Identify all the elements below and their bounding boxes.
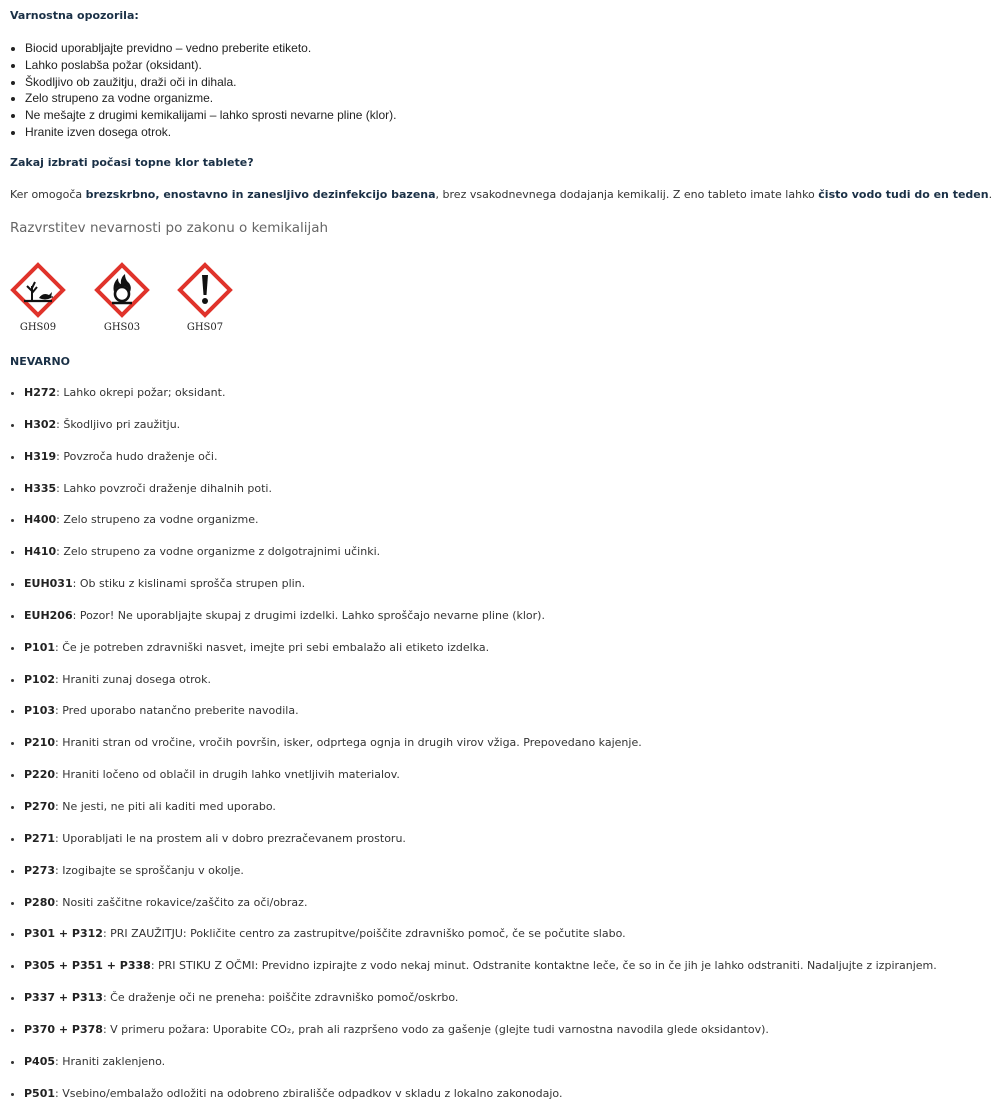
list-item: • Škodljivo ob zaužitju, draži oči in dihala. [25,74,396,91]
statement-text: : Uporabljati le na prostem ali v dobro prezračevanem prostoru. [55,831,406,845]
statement-code: P405 [24,1054,56,1068]
statement-code: P220 [24,768,56,782]
pictogram-code: GHS03 [103,322,141,333]
pictogram-code: GHS07 [186,322,224,333]
list-item: • Hranite izven dosega otrok. [25,124,396,141]
statement-text: : PRI STIKU Z OČMI: Previdno izpirajte z vodo nekaj minut. Odstranite kontaktne leče, če so in če jih je lahko odstraniti. Nadaljujte z izpiranjem. [150,959,937,973]
statement-code: P273 [24,863,56,877]
statement-text: : Pred uporabo natančno preberite navodila. [55,704,299,718]
list-item [24,672,937,704]
list-item [24,1054,937,1086]
statement-text: : Ob stiku z kislinami sprošča strupen plin. [72,577,306,591]
list-item: • Zelo strupeno za vodne organizme. [25,90,396,107]
statement-text: : Vsebino/embalažo odložiti na odobreno zbirališče odpadkov v skladu z lokalno zakonodajo. [55,1086,563,1100]
statement-text: : Nositi zaščitne rokavice/zaščito za oči/obraz. [55,895,308,909]
statement-text: : Zelo strupeno za vodne organizme z dolgotrajnimi učinki. [56,545,381,559]
safety-warnings-heading: Varnostna opozorila: [10,9,139,22]
statement-text: : Izogibajte se sproščanju v okolje. [55,863,244,877]
ghs03-pictogram [94,262,150,333]
list-item [24,863,937,895]
statement-text: : Škodljivo pri zaužitju. [56,417,181,431]
list-item [24,417,937,449]
ghs07-pictogram [177,262,233,333]
list-item [24,512,937,544]
statement-code: P210 [24,736,56,750]
statement-text: : Hraniti zunaj dosega otrok. [55,672,212,686]
statement-text: : Če draženje oči ne preneha: poiščite zdravniško pomoč/oskrbo. [102,991,459,1005]
list-item [24,895,937,927]
why-text-part: , brez vsakodnevnega dodajanja kemikalij. Z eno tableto imate lahko [435,188,819,201]
list-item [24,449,937,481]
list-item [24,640,937,672]
statement-text: : Ne jesti, ne piti ali kaditi med uporabo. [55,799,276,813]
list-item [24,1086,937,1117]
statement-text: : PRI ZAUŽITJU: Pokličite centro za zastrupitve/poiščite zdravniško pomoč, če se počutite slabo. [102,927,626,941]
list-item: • Ne mešajte z drugimi kemikalijami – lahko sprosti nevarne pline (klor). [25,107,396,124]
statement-text: : Hraniti stran od vročine, vročih površin, isker, odprtega ognja in drugih virov vžiga. Prepovedano kajenje. [55,736,642,750]
statement-code: P301 + P312 [24,927,103,941]
list-item [24,799,937,831]
flame-over-circle-icon [94,262,150,318]
ghs09-pictogram [10,262,66,333]
list-item [24,385,937,417]
statement-code: P337 + P313 [24,991,103,1005]
list-item: • Lahko poslabša požar (oksidant). [25,57,396,74]
why-text-bold: brezskrbno, enostavno in zanesljivo dezinfekcijo bazena [85,188,436,201]
list-item [24,703,937,735]
list-item [24,544,937,576]
list-item [24,481,937,513]
statement-code: P103 [24,704,56,718]
statement-text: : Pozor! Ne uporabljajte skupaj z drugimi izdelki. Lahko sproščajo nevarne pline (klor). [72,608,545,622]
list-item [24,767,937,799]
pictogram-code: GHS09 [19,322,57,333]
list-item [24,608,937,640]
statement-code: P370 + P378 [24,1022,103,1036]
statement-text: : Lahko okrepi požar; oksidant. [56,386,226,399]
statement-code: EUH031 [24,577,73,591]
statement-text: : Lahko povzroči draženje dihalnih poti. [56,481,272,495]
list-item [24,735,937,767]
statement-code: H335 [24,481,57,495]
statement-text: : Hraniti zaklenjeno. [55,1054,166,1068]
list-item [24,1022,937,1054]
statement-code: H302 [24,417,57,431]
signal-word: NEVARNO [10,355,71,368]
environment-icon [10,262,66,318]
statement-code: P102 [24,672,56,686]
exclamation-icon [177,262,233,318]
hazard-classification-heading: Razvrstitev nevarnosti po zakonu o kemikalijah [10,220,329,236]
statement-code: P271 [24,831,56,845]
statement-code: EUH206 [24,608,73,622]
statement-code: P101 [24,640,56,654]
why-text-bold: čisto vodo tudi do en teden [818,188,989,201]
statement-code: H319 [24,449,57,463]
statement-code: H410 [24,545,57,559]
list-item [24,576,937,608]
statement-code: H400 [24,513,57,527]
statement-code: P305 + P351 + P338 [24,959,151,973]
list-item: • Biocid uporabljajte previdno – vedno preberite etiketo. [25,40,396,57]
statement-text: : Povzroča hudo draženje oči. [56,449,218,463]
statement-text: : Hraniti ločeno od oblačil in drugih lahko vnetljivih materialov. [55,768,400,782]
statement-text: : Če je potreben zdravniški nasvet, imejte pri sebi embalažo ali etiketo izdelka. [55,640,490,654]
statement-code: P501 [24,1086,56,1100]
why-text-part: . [988,188,992,201]
list-item [24,926,937,958]
why-choose-heading: Zakaj izbrati počasi topne klor tablete? [10,156,254,169]
statement-text: : V primeru požara: Uporabite CO₂, prah ali razpršeno vodo za gašenje (glejte tudi varnostna navodila glede oksidantov). [102,1022,769,1036]
statement-code: P280 [24,895,56,909]
list-item [24,958,937,990]
statement-code: P270 [24,799,56,813]
why-text-part: Ker omogoča [10,188,86,201]
statement-code: H272 [24,386,57,399]
why-choose-paragraph [10,188,992,201]
list-item [24,990,937,1022]
hazard-statements-list [10,385,937,1117]
statement-text: : Zelo strupeno za vodne organizme. [56,513,259,527]
safety-warnings-list [10,40,396,141]
list-item [24,831,937,863]
